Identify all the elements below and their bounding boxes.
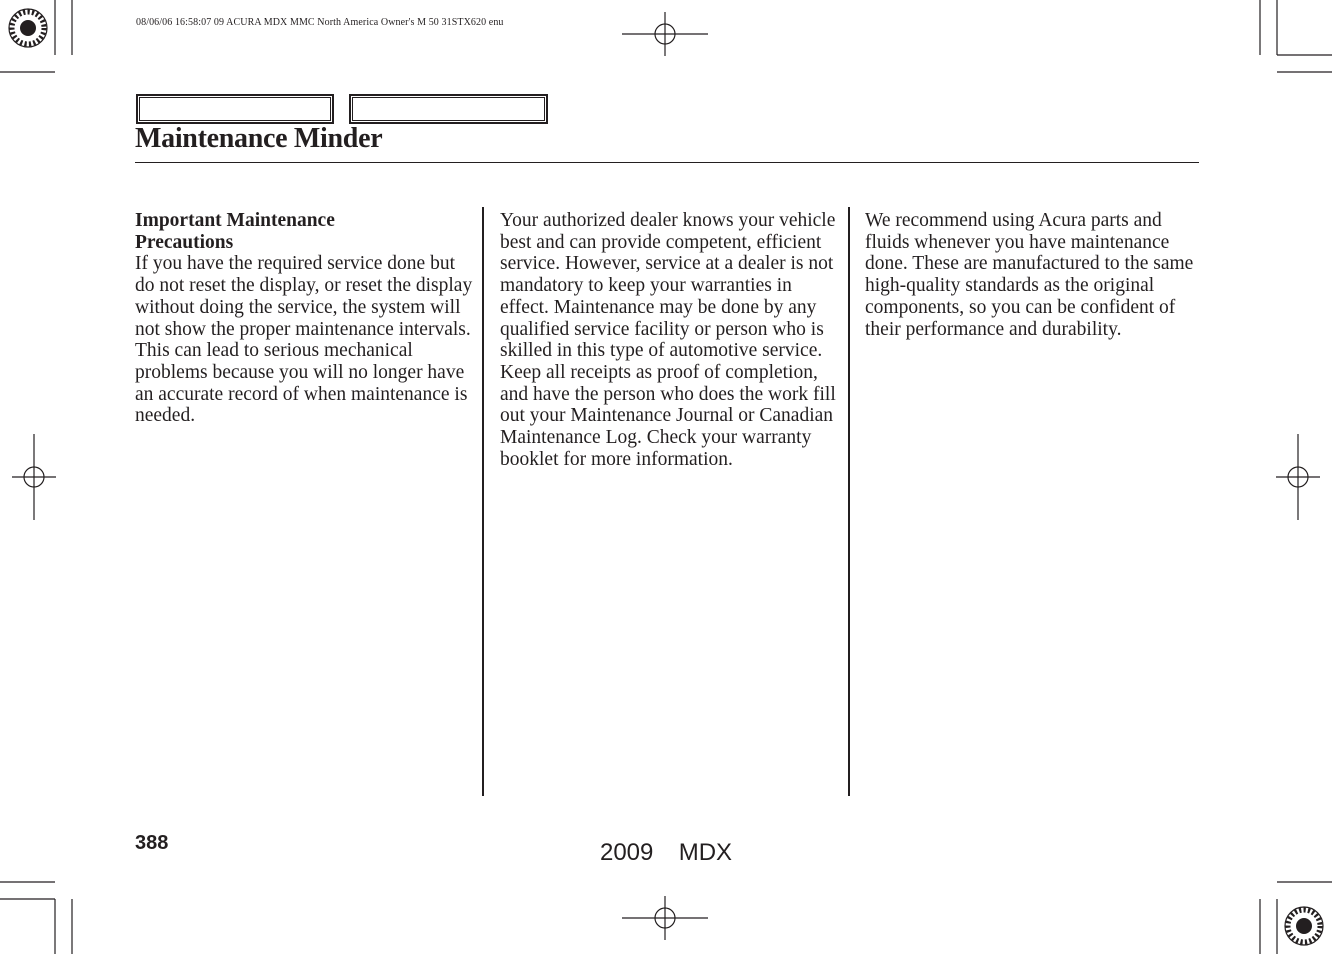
body-paragraph: Your authorized dealer knows your vehicle best and can provide competent, efficient service. However, service at a dealer is not mandatory to keep your warranties in effect. Maintenance may be done by any qualified service facility or person who is skilled in this type of automotive service. Keep all receipts as proof of completion, and have the person who does the work fill out your Maintenance Journal or Canadian Maintenance Log. Check your warranty booklet for more information. — [500, 210, 836, 470]
column-divider — [848, 207, 850, 796]
column-middle — [500, 210, 840, 470]
title-rule — [135, 162, 1199, 163]
column-divider — [482, 207, 484, 796]
column-right — [865, 210, 1201, 340]
section-tab-box — [136, 94, 334, 124]
star-target-icon — [9, 9, 47, 47]
registration-crosshair-icon — [1276, 434, 1320, 520]
registration-crosshair-icon — [622, 896, 708, 940]
section-heading: Important Maintenance — [135, 210, 335, 231]
footer-model: 2009 MDX — [599, 839, 733, 866]
page-title: Maintenance Minder — [135, 123, 383, 154]
body-paragraph: We recommend using Acura parts and fluids whenever you have maintenance done. These are manufactured to the same high-quality standards as the original components, so you can be confident of their performance and durability. — [865, 210, 1194, 340]
star-target-icon — [1285, 907, 1323, 945]
print-header: 08/06/06 16:58:07 09 ACURA MDX MMC North America Owner's M 50 31STX620 enu — [136, 17, 504, 28]
body-paragraph: If you have the required service done but do not reset the display, or reset the display without doing the service, the system will not show the proper maintenance intervals. This can lead to serious mechanical problems because you will no longer have an accurate record of when maintenance is needed. — [135, 253, 473, 427]
section-tab-box — [349, 94, 548, 124]
section-heading: Precautions — [135, 231, 234, 253]
registration-crosshair-icon — [12, 434, 56, 520]
page-number: 388 — [135, 832, 169, 854]
column-left — [135, 210, 473, 427]
registration-crosshair-icon — [622, 12, 708, 56]
